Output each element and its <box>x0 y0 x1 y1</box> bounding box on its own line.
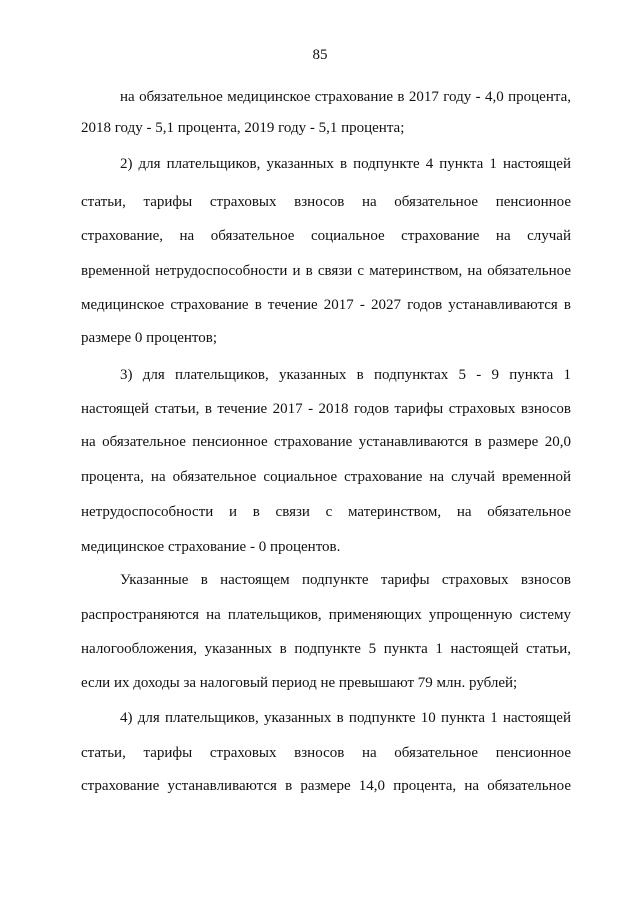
text-line: 2) для плательщиков, указанных в подпункте 4 пункта 1 настоящей <box>120 156 571 172</box>
text-line: если их доходы за налоговый период не превышают 79 млн. рублей; <box>81 675 518 691</box>
text-line: статьи, тарифы страховых взносов на обязательное пенсионное <box>81 194 571 210</box>
text-line: страхование, на обязательное социальное страхование на случай <box>81 228 571 244</box>
text-line: медицинское страхование в течение 2017 - 2027 годов устанавливаются в <box>81 297 571 313</box>
text-line: распространяются на плательщиков, применяющих упрощенную систему <box>81 607 571 623</box>
text-line: временной нетрудоспособности и в связи с материнством, на обязательное <box>81 263 571 279</box>
text-line: Указанные в настоящем подпункте тарифы страховых взносов <box>120 572 571 588</box>
text-line: процента, на обязательное социальное страхование на случай временной <box>81 469 571 485</box>
text-line: на обязательное пенсионное страхование устанавливаются в размере 20,0 <box>81 434 571 450</box>
text-line: на обязательное медицинское страхование в 2017 году - 4,0 процента, <box>120 89 571 105</box>
text-line: 2018 году - 5,1 процента, 2019 году - 5,1 процента; <box>81 120 405 136</box>
page-number: 85 <box>312 47 328 63</box>
text-line: налогообложения, указанных в подпункте 5 пункта 1 настоящей статьи, <box>81 641 571 657</box>
text-line: 4) для плательщиков, указанных в подпункте 10 пункта 1 настоящей <box>120 710 571 726</box>
text-line: настоящей статьи, в течение 2017 - 2018 годов тарифы страховых взносов <box>81 401 571 417</box>
text-line: статьи, тарифы страховых взносов на обязательное пенсионное <box>81 745 571 761</box>
text-line: страхование устанавливаются в размере 14,0 процента, на обязательное <box>81 778 571 794</box>
text-line: медицинское страхование - 0 процентов. <box>81 539 341 555</box>
text-line: 3) для плательщиков, указанных в подпунктах 5 - 9 пункта 1 <box>120 367 571 383</box>
text-line: размере 0 процентов; <box>81 330 218 346</box>
text-line: нетрудоспособности и в связи с материнством, на обязательное <box>81 504 571 520</box>
